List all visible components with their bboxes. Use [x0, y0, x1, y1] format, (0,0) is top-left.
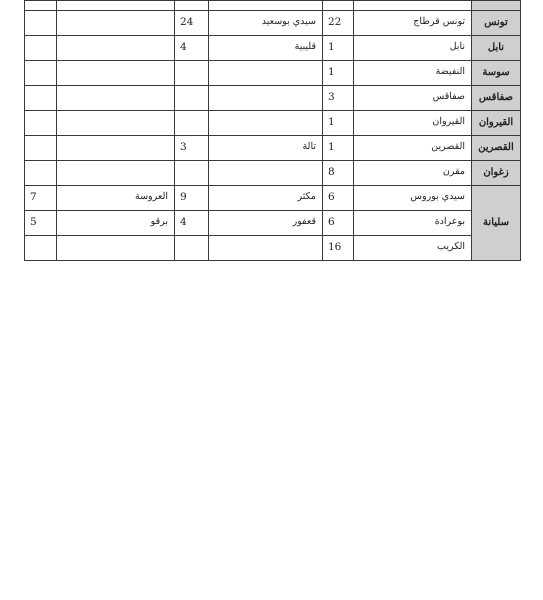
town-cell-3: برقو [57, 211, 175, 236]
count-cell-3 [25, 86, 57, 111]
region-cell: سوسة [472, 61, 521, 86]
count-cell-1: 8 [323, 161, 354, 186]
town-cell-3 [57, 36, 175, 61]
region-cell: سليانة [472, 186, 521, 261]
town-cell-1: القيروان [354, 111, 472, 136]
count-cell-1: 22 [323, 11, 354, 36]
count-cell-3 [25, 61, 57, 86]
town-cell-2: مكثر [209, 186, 323, 211]
count-cell-1: 6 [323, 186, 354, 211]
count-cell-2: 4 [175, 36, 209, 61]
town-cell-1: الكريب [354, 236, 472, 261]
count-cell-2: 4 [175, 211, 209, 236]
town-cell-1: نابل [354, 36, 472, 61]
count-cell-2: 3 [175, 136, 209, 161]
town-cell-2 [209, 161, 323, 186]
town-cell-2: سيدي بوسعيد [209, 11, 323, 36]
town-cell-3: العروسة [57, 186, 175, 211]
town-cell-1: مقرن [354, 161, 472, 186]
towns-table [24, 0, 521, 261]
count-cell-2: 9 [175, 186, 209, 211]
count-cell-1: 1 [323, 61, 354, 86]
count-cell-3 [25, 236, 57, 261]
town-cell-3 [57, 236, 175, 261]
count-cell-1: 16 [323, 236, 354, 261]
region-cell: نابل [472, 36, 521, 61]
count-cell-2 [175, 111, 209, 136]
table-row [25, 1, 521, 11]
town-cell-1: بوعرادة [354, 211, 472, 236]
count-cell-3: 7 [25, 186, 57, 211]
town-cell-2 [209, 61, 323, 86]
town-cell-3 [57, 11, 175, 36]
count-cell-3 [25, 11, 57, 36]
count-cell-2 [175, 236, 209, 261]
region-cell: تونس [472, 11, 521, 36]
count-cell-2: 24 [175, 11, 209, 36]
count-cell-3: 5 [25, 211, 57, 236]
count-cell-3 [25, 36, 57, 61]
town-cell-1: تونس قرطاج [354, 11, 472, 36]
town-cell-3 [57, 86, 175, 111]
town-cell-1: النفيضة [354, 61, 472, 86]
town-cell-2 [209, 86, 323, 111]
town-cell-3 [57, 111, 175, 136]
region-cell: زغوان [472, 161, 521, 186]
town-cell-2: قليبية [209, 36, 323, 61]
count-cell-2 [175, 161, 209, 186]
town-cell-2: تالة [209, 136, 323, 161]
count-cell-3 [25, 111, 57, 136]
region-cell: القيروان [472, 111, 521, 136]
region-cell: القصرين [472, 136, 521, 161]
table-row [25, 11, 521, 36]
town-cell-1: القصرين [354, 136, 472, 161]
region-cell: صفاقس [472, 86, 521, 111]
table-row [25, 211, 521, 236]
table-row [25, 136, 521, 161]
town-cell-1: سيدي بوروس [354, 186, 472, 211]
town-cell-1: صفاقس [354, 86, 472, 111]
count-cell-1: 1 [323, 36, 354, 61]
town-cell-2 [209, 236, 323, 261]
table-row [25, 236, 521, 261]
town-cell-3 [57, 61, 175, 86]
count-cell-1: 1 [323, 111, 354, 136]
table-row [25, 61, 521, 86]
table-row [25, 86, 521, 111]
town-cell-3 [57, 161, 175, 186]
count-cell-1: 3 [323, 86, 354, 111]
count-cell-3 [25, 136, 57, 161]
table-row [25, 36, 521, 61]
table-row [25, 111, 521, 136]
count-cell-3 [25, 161, 57, 186]
count-cell-1: 6 [323, 211, 354, 236]
town-cell-3 [57, 136, 175, 161]
count-cell-2 [175, 61, 209, 86]
count-cell-1: 1 [323, 136, 354, 161]
town-cell-2 [209, 111, 323, 136]
count-cell-2 [175, 86, 209, 111]
town-cell-2: قعفور [209, 211, 323, 236]
table-row [25, 161, 521, 186]
table-row [25, 186, 521, 211]
